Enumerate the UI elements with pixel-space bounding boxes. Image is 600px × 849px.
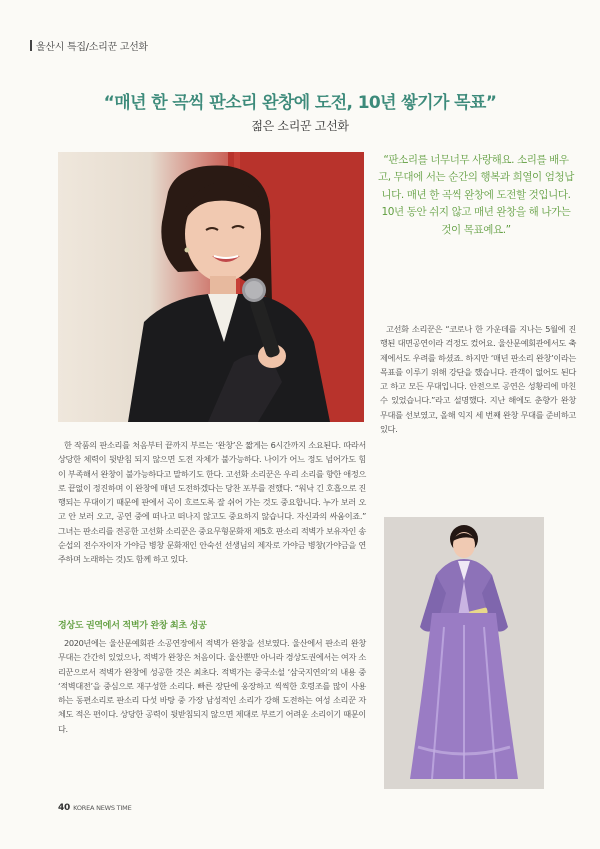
left-column-bottom: [58, 636, 366, 736]
singer-photo: [58, 152, 364, 422]
headline: “매년 한 곡씩 판소리 완창에 도전, 10년 쌓기가 목표”: [103, 93, 497, 113]
section-bar: [30, 40, 32, 51]
section-subheading: 경상도 권역에서 적벽가 완창 최초 성공: [58, 621, 207, 631]
section-tag-text: 울산시 특집/소리꾼 고선화: [36, 42, 148, 53]
subhead: 젊은 소리꾼 고선화: [251, 119, 349, 133]
singer-illustration: [58, 152, 364, 422]
page-footer: [58, 803, 131, 813]
right-column-paragraph: 고선화 소리꾼은 “코로나 한 가운데를 지나는 5월에 진행된 대면공연이라 걱정도 컸어요. 울산문예회관에서도 축제에서도 우려를 하셨죠. 하지만 ‘매년 판소리 완창’이라는 목표를 이루기 위해 강단을 했습니다. 관객이 없어도 된다고 하고 모든 무대입니다. 안전으로 공연은 성황리에 마친 수 있었습니다.”라고 설명했다. 지난 해에도 춘향가 완창 무대를 선보였고, 올해 익지 세 번째 완창 무대를 준비하고 있다.: [380, 324, 576, 435]
pull-quote: “판소리를 너무너무 사랑해요. 소리를 배우고, 무대에 서는 순간의 행복과 희열이 엄청납니다. 매년 한 곡씩 완창에 도전할 것입니다. 10년 동안 쉬지 않고 매년 완창을 해 나가는 것이 목표예요.”: [378, 154, 574, 236]
left-column-top: [58, 438, 366, 567]
body-paragraph-2: 2020년에는 울산문예회관 소공연장에서 적벽가 완창을 선보였다. 울산에서 판소리 완창무대는 간간히 있었으나, 적벽가 완창은 처음이다. 울산뿐만 아니라 경상도권에서는 여자 소리꾼으로서 적벽가 완창에 성공한 것은 최초다. 적벽가는 중국소설 ‘삼국지연의’의 내용 중 ‘적벽대전’을 중심으로 재구성한 소리다. 빠른 장단에 웅장하고 씩씩한 호령조를 많이 사용하는 동편소리로 판소리 다섯 바탕 중 가장 남성적인 소리가 강해 도전하는 여성 소리꾼 자체도 적은 편이다. 상당한 공력이 뒷받침되지 않으면 제대로 부르기 어려운 소리이기 때문이다.: [58, 638, 366, 734]
section-tag: [30, 38, 148, 53]
right-column: [380, 322, 576, 436]
body-paragraph-1: 한 작품의 판소리를 처음부터 끝까지 부르는 ‘완창’은 짧게는 6시간까지 소요된다. 따라서 상당한 체력이 뒷받침 되지 않으면 도전 자체가 불가능하다. 나이가 어느 정도 넘어가도 힘이 부족해서 완창이 불가능하다고 말하기도 한다. 고선화 소리꾼은 우리 소리를 향한 애정으로 끝없이 정진하며 이 완창에 매년 도전하겠다는 당찬 포부를 전했다. “워낙 긴 호흡으로 진행되는 무대이기 때문에 판에서 곡이 흐르도록 잘 쉬어 가는 것도 중요합니다. 누가 보러 오고 안 보러 오고, 공연 중에 떠나고 떠나지 않고도 중요하지 않습니다. 자신과의 싸움이죠.” 그녀는 판소리를 전공한 고선화 소리꾼은 중요무형문화재 제5호 판소리 적벽가 보유자인 송순섭의 전수자이자 가야금 병창 문화재인 안숙선 선생님의 제자로 가야금 병창(가야금을 연주하며 노래하는 것)도 함께 하고 있다.: [58, 440, 366, 565]
page-number: 40: [58, 803, 71, 813]
hanbok-photo: [384, 517, 544, 789]
publication-name: KOREA NEWS TIME: [73, 804, 132, 812]
hanbok-illustration: [384, 517, 544, 789]
